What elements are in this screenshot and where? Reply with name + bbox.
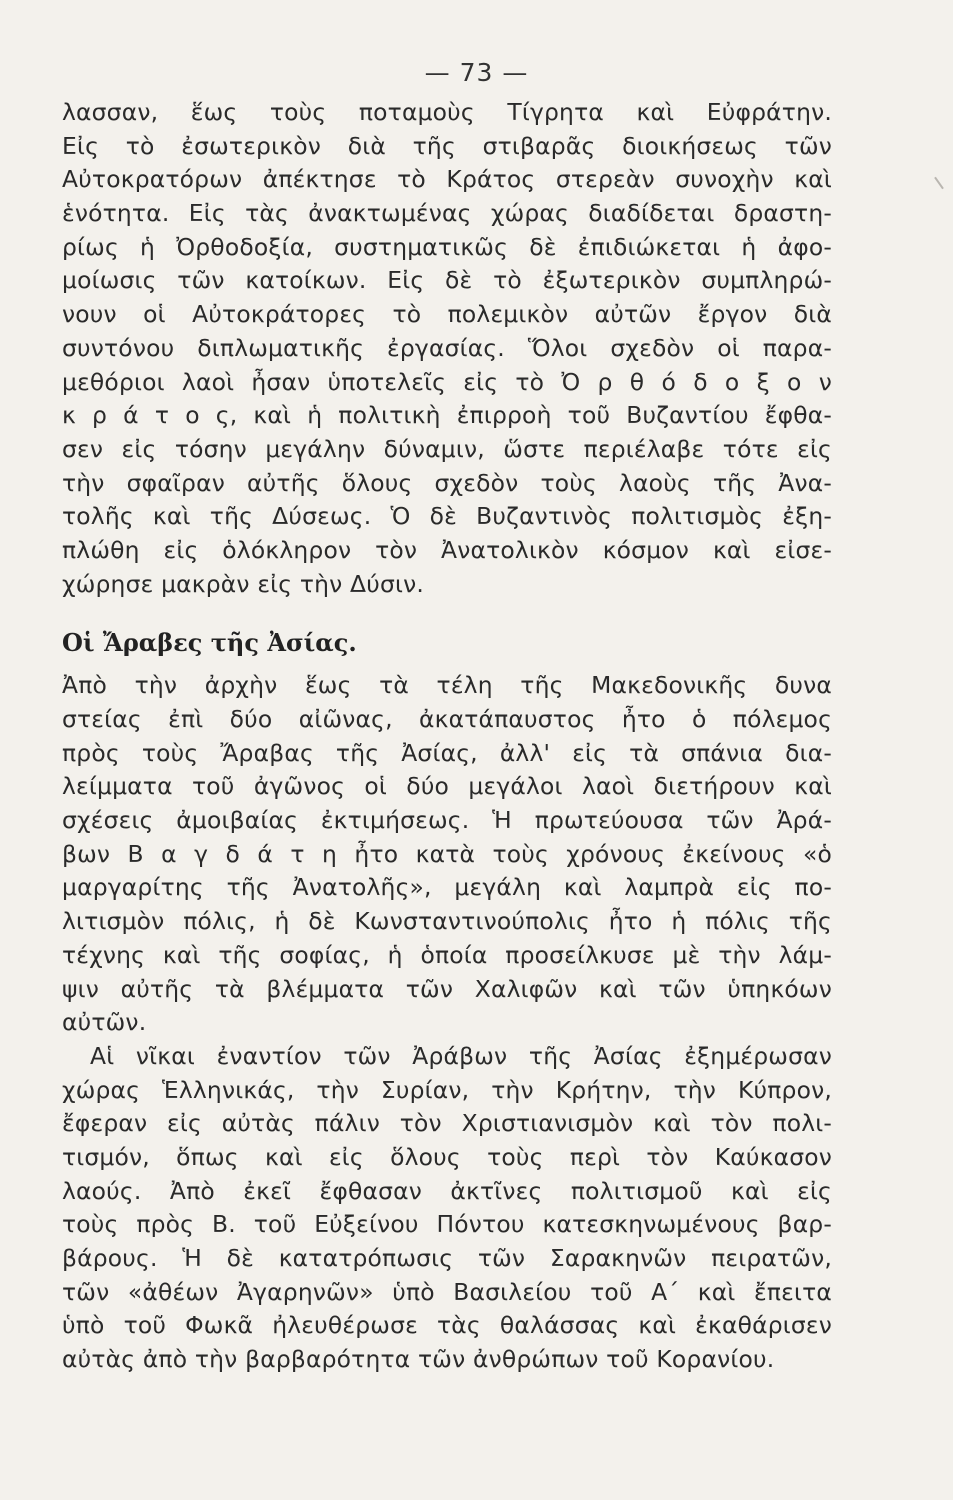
text-line: ἑνότητα. Εἰς τὰς ἀνακτωμένας χώρας διαδίδεται δραστη- xyxy=(62,199,832,228)
text-line: λιτισμὸν πόλις, ἡ δὲ Κωνσταντινούπολις ἦτο ἡ πόλις τῆς xyxy=(62,907,832,936)
text-line: συντόνου διπλωματικῆς ἐργασίας. Ὅλοι σχεδὸν οἱ παρα- xyxy=(62,333,832,362)
text-line: τὴν σφαῖραν αὐτῆς ὅλους σχεδὸν τοὺς λαοὺς τῆς Ἀνα- xyxy=(62,468,832,497)
text-line: λαούς. Ἀπὸ ἐκεῖ ἔφθασαν ἀκτῖνες πολιτισμοῦ καὶ εἰς xyxy=(62,1176,832,1205)
text-line: μοίωσις τῶν κατοίκων. Εἰς δὲ τὸ ἐξωτερικὸν συμπληρώ- xyxy=(62,266,832,295)
text-line: ψιν αὐτῆς τὰ βλέμματα τῶν Χαλιφῶν καὶ τῶν ὑπηκόων xyxy=(62,974,832,1003)
paragraph-3 xyxy=(62,1040,832,1377)
text-line: νουν οἱ Αὐτοκράτορες τὸ πολεμικὸν αὐτῶν ἔργον διὰ xyxy=(62,300,832,329)
text-line: βάρους. Ἡ δὲ κατατρόπωσις τῶν Σαρακηνῶν πειρατῶν, xyxy=(62,1244,832,1272)
paragraph-1 xyxy=(62,96,832,601)
text-line: κ ρ ά τ ο ς, καὶ ἡ πολιτικὴ ἐπιρροὴ τοῦ Βυζαντίου ἔφθα- xyxy=(62,401,832,430)
text-line: λείμματα τοῦ ἀγῶνος οἱ δύο μεγάλοι λαοὶ διετήρουν καὶ xyxy=(62,772,832,801)
text-line: τισμόν, ὅπως καὶ εἰς ὅλους τοὺς περὶ τὸν Καύκασον xyxy=(62,1142,832,1171)
text-line: μαργαρίτης τῆς Ἀνατολῆς», μεγάλη καὶ λαμπρὰ εἰς πο- xyxy=(62,873,832,902)
text-line: τολῆς καὶ τῆς Δύσεως. Ὁ δὲ Βυζαντινὸς πολιτισμὸς ἐξη- xyxy=(62,502,832,531)
text-line: βων Β α γ δ ά τ η ἦτο κατὰ τοὺς χρόνους ἐκείνους «ὁ xyxy=(62,839,832,868)
text-line: στείας ἐπὶ δύο αἰῶνας, ἀκατάπαυστος ἦτο ὁ πόλεμος xyxy=(62,705,832,733)
text-line: αὐτῶν. xyxy=(62,1008,147,1037)
text-line: τοὺς πρὸς Β. τοῦ Εὐξείνου Πόντου κατεσκηνωμένους βαρ- xyxy=(62,1210,832,1239)
text-line: Αἱ νῖκαι ἐναντίον τῶν Ἀράβων τῆς Ἀσίας ἐξημέρωσαν xyxy=(90,1041,832,1070)
text-line: πλώθη εἰς ὁλόκληρον τὸν Ἀνατολικὸν κόσμον καὶ εἰσε- xyxy=(62,535,832,564)
text-line: χώρας Ἑλληνικάς, τὴν Συρίαν, τὴν Κρήτην, τὴν Κύπρον, xyxy=(62,1075,832,1104)
body-text xyxy=(62,96,832,1377)
text-line: σεν εἰς τόσην μεγάλην δύναμιν, ὥστε περιέλαβε τότε εἰς xyxy=(62,434,832,463)
margin-mark xyxy=(934,177,944,190)
section-heading: Οἱ Ἄραβες τῆς Ἀσίας. xyxy=(62,628,357,658)
text-line: Εἰς τὸ ἐσωτερικὸν διὰ τῆς στιβαρᾶς διοικήσεως τῶν xyxy=(62,131,832,160)
text-line: ἔφεραν εἰς αὐτὰς πάλιν τὸν Χριστιανισμὸν καὶ τὸν πολι- xyxy=(62,1109,832,1138)
text-line: τέχνης καὶ τῆς σοφίας, ἡ ὁποία προσείλκυσε μὲ τὴν λάμ- xyxy=(62,940,832,969)
text-line: Αὐτοκρατόρων ἀπέκτησε τὸ Κράτος στερεὰν συνοχὴν καὶ xyxy=(62,165,832,194)
text-line: ὑπὸ τοῦ Φωκᾶ ἠλευθέρωσε τὰς θαλάσσας καὶ ἐκαθάρισεν xyxy=(62,1311,832,1340)
text-line: χώρησε μακρὰν εἰς τὴν Δύσιν. xyxy=(62,569,425,598)
text-line: λασσαν, ἕως τοὺς ποταμοὺς Τίγρητα καὶ Εὐφράτην. xyxy=(62,98,832,126)
text-line: πρὸς τοὺς Ἄραβας τῆς Ἀσίας, ἀλλ' εἰς τὰ σπάνια δια- xyxy=(62,738,832,767)
paragraph-2 xyxy=(62,669,832,1040)
text-line: σχέσεις ἀμοιβαίας ἐκτιμήσεως. Ἡ πρωτεύουσα τῶν Ἀρά- xyxy=(62,806,832,835)
text-line: ρίως ἡ Ὀρθοδοξία, συστηματικῶς δὲ ἐπιδιώκεται ἡ ἀφο- xyxy=(62,232,832,261)
text-line: μεθόριοι λαοὶ ἦσαν ὑποτελεῖς εἰς τὸ Ὀ ρ θ ό δ ο ξ ο ν xyxy=(62,367,832,396)
text-line: Ἀπὸ τὴν ἀρχὴν ἕως τὰ τέλη τῆς Μακεδονικῆς δυνα xyxy=(62,671,832,700)
text-line: αὐτὰς ἀπὸ τὴν βαρβαρότητα τῶν ἀνθρώπων τοῦ Κορανίου. xyxy=(62,1345,775,1374)
page-number: — 73 — xyxy=(424,58,529,87)
text-line: τῶν «ἀθέων Ἀγαρηνῶν» ὑπὸ Βασιλείου τοῦ Α΄ καὶ ἔπειτα xyxy=(62,1277,832,1306)
